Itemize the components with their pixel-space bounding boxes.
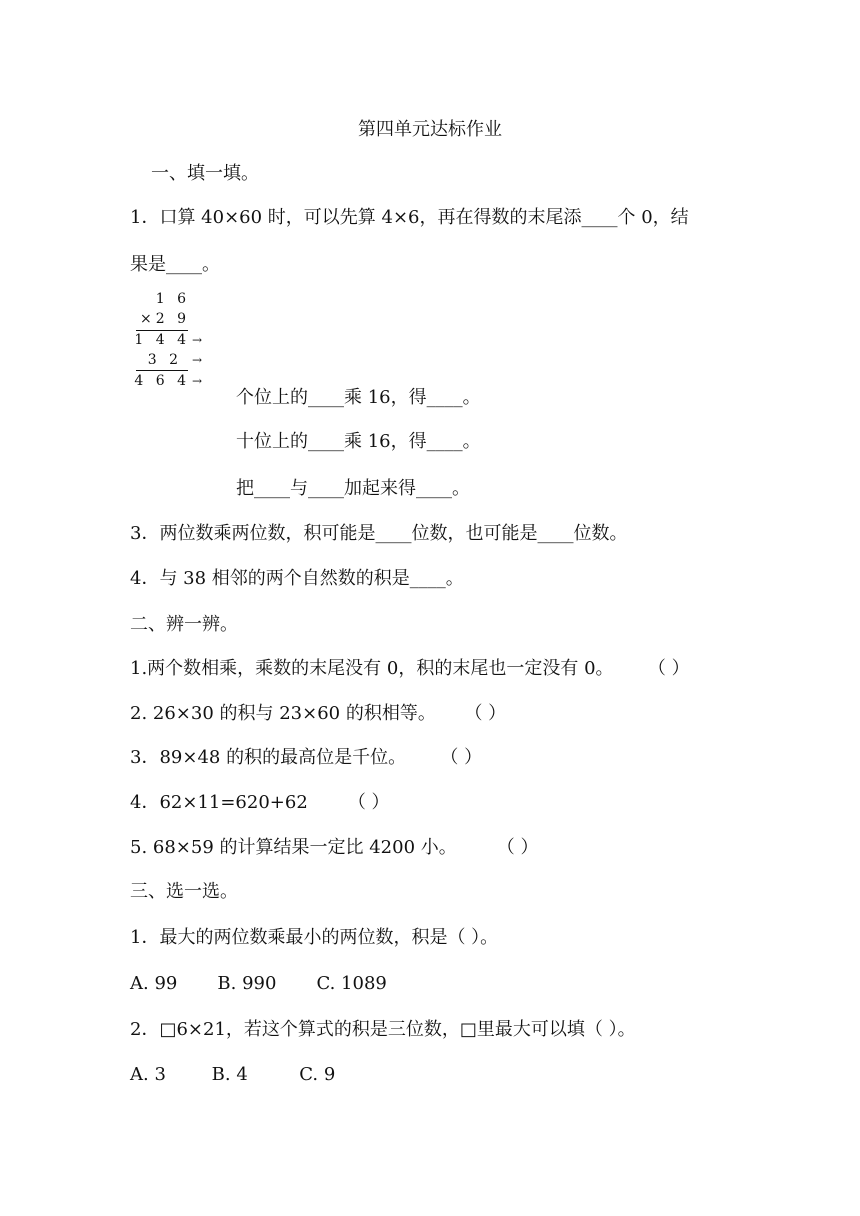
vm-arrow-2: → (192, 353, 203, 367)
section3-heading: 三、选一选。 (130, 881, 238, 902)
vm-row-partial-1: 1 4 4 (134, 332, 190, 348)
choice-options-1: A. 99 B. 990 C. 1089 (130, 973, 387, 994)
choice-options-2: A. 3 B. 4 C. 9 (130, 1064, 336, 1085)
judge-item-5: 5. 68×59 的计算结果一定比 4200 小。 （ ） (130, 837, 539, 858)
vm-row-multiplier: ×2 9 (140, 311, 190, 327)
vertical-multiplication (134, 288, 224, 398)
judge-item-1: 1.两个数相乘，乘数的末尾没有 0，积的末尾也一定没有 0。 （ ） (130, 658, 690, 679)
vm-arrow-3: → (192, 374, 203, 388)
question1-line1: 1．口算 40×60 时，可以先算 4×6，再在得数的末尾添____个 0，结 (130, 207, 689, 228)
judge-item-4: 4．62×11=620+62 （ ） (130, 792, 390, 813)
question1-line2: 果是____。 (130, 254, 220, 275)
vm-row-partial-2: 3 2 (147, 352, 182, 368)
choice-question-2: 2．□6×21，若这个算式的积是三位数，□里最大可以填（ ）。 (130, 1019, 636, 1040)
judge-item-2: 2. 26×30 的积与 23×60 的积相等。 （ ） (130, 703, 507, 724)
page-title: 第四单元达标作业 (358, 119, 502, 140)
question2-tens: 十位上的____乘 16，得____。 (236, 431, 481, 452)
judge-item-3: 3．89×48 的积的最高位是千位。 （ ） (130, 747, 483, 768)
section1-heading: 一、填一填。 (151, 163, 259, 184)
question2-sum: 把____与____加起来得____。 (236, 478, 470, 499)
question4: 4．与 38 相邻的两个自然数的积是____。 (130, 568, 464, 589)
vm-row-product: 4 6 4 (134, 373, 190, 389)
vm-rule-2 (136, 370, 188, 371)
vm-row-multiplicand: 1 6 (155, 291, 190, 307)
section2-heading: 二、辨一辨。 (130, 614, 238, 635)
vm-arrow-1: → (192, 333, 203, 347)
question2-ones: 个位上的____乘 16，得____。 (236, 387, 481, 408)
choice-question-1: 1．最大的两位数乘最小的两位数，积是（ ）。 (130, 927, 499, 948)
question3: 3．两位数乘两位数，积可能是____位数，也可能是____位数。 (130, 523, 628, 544)
